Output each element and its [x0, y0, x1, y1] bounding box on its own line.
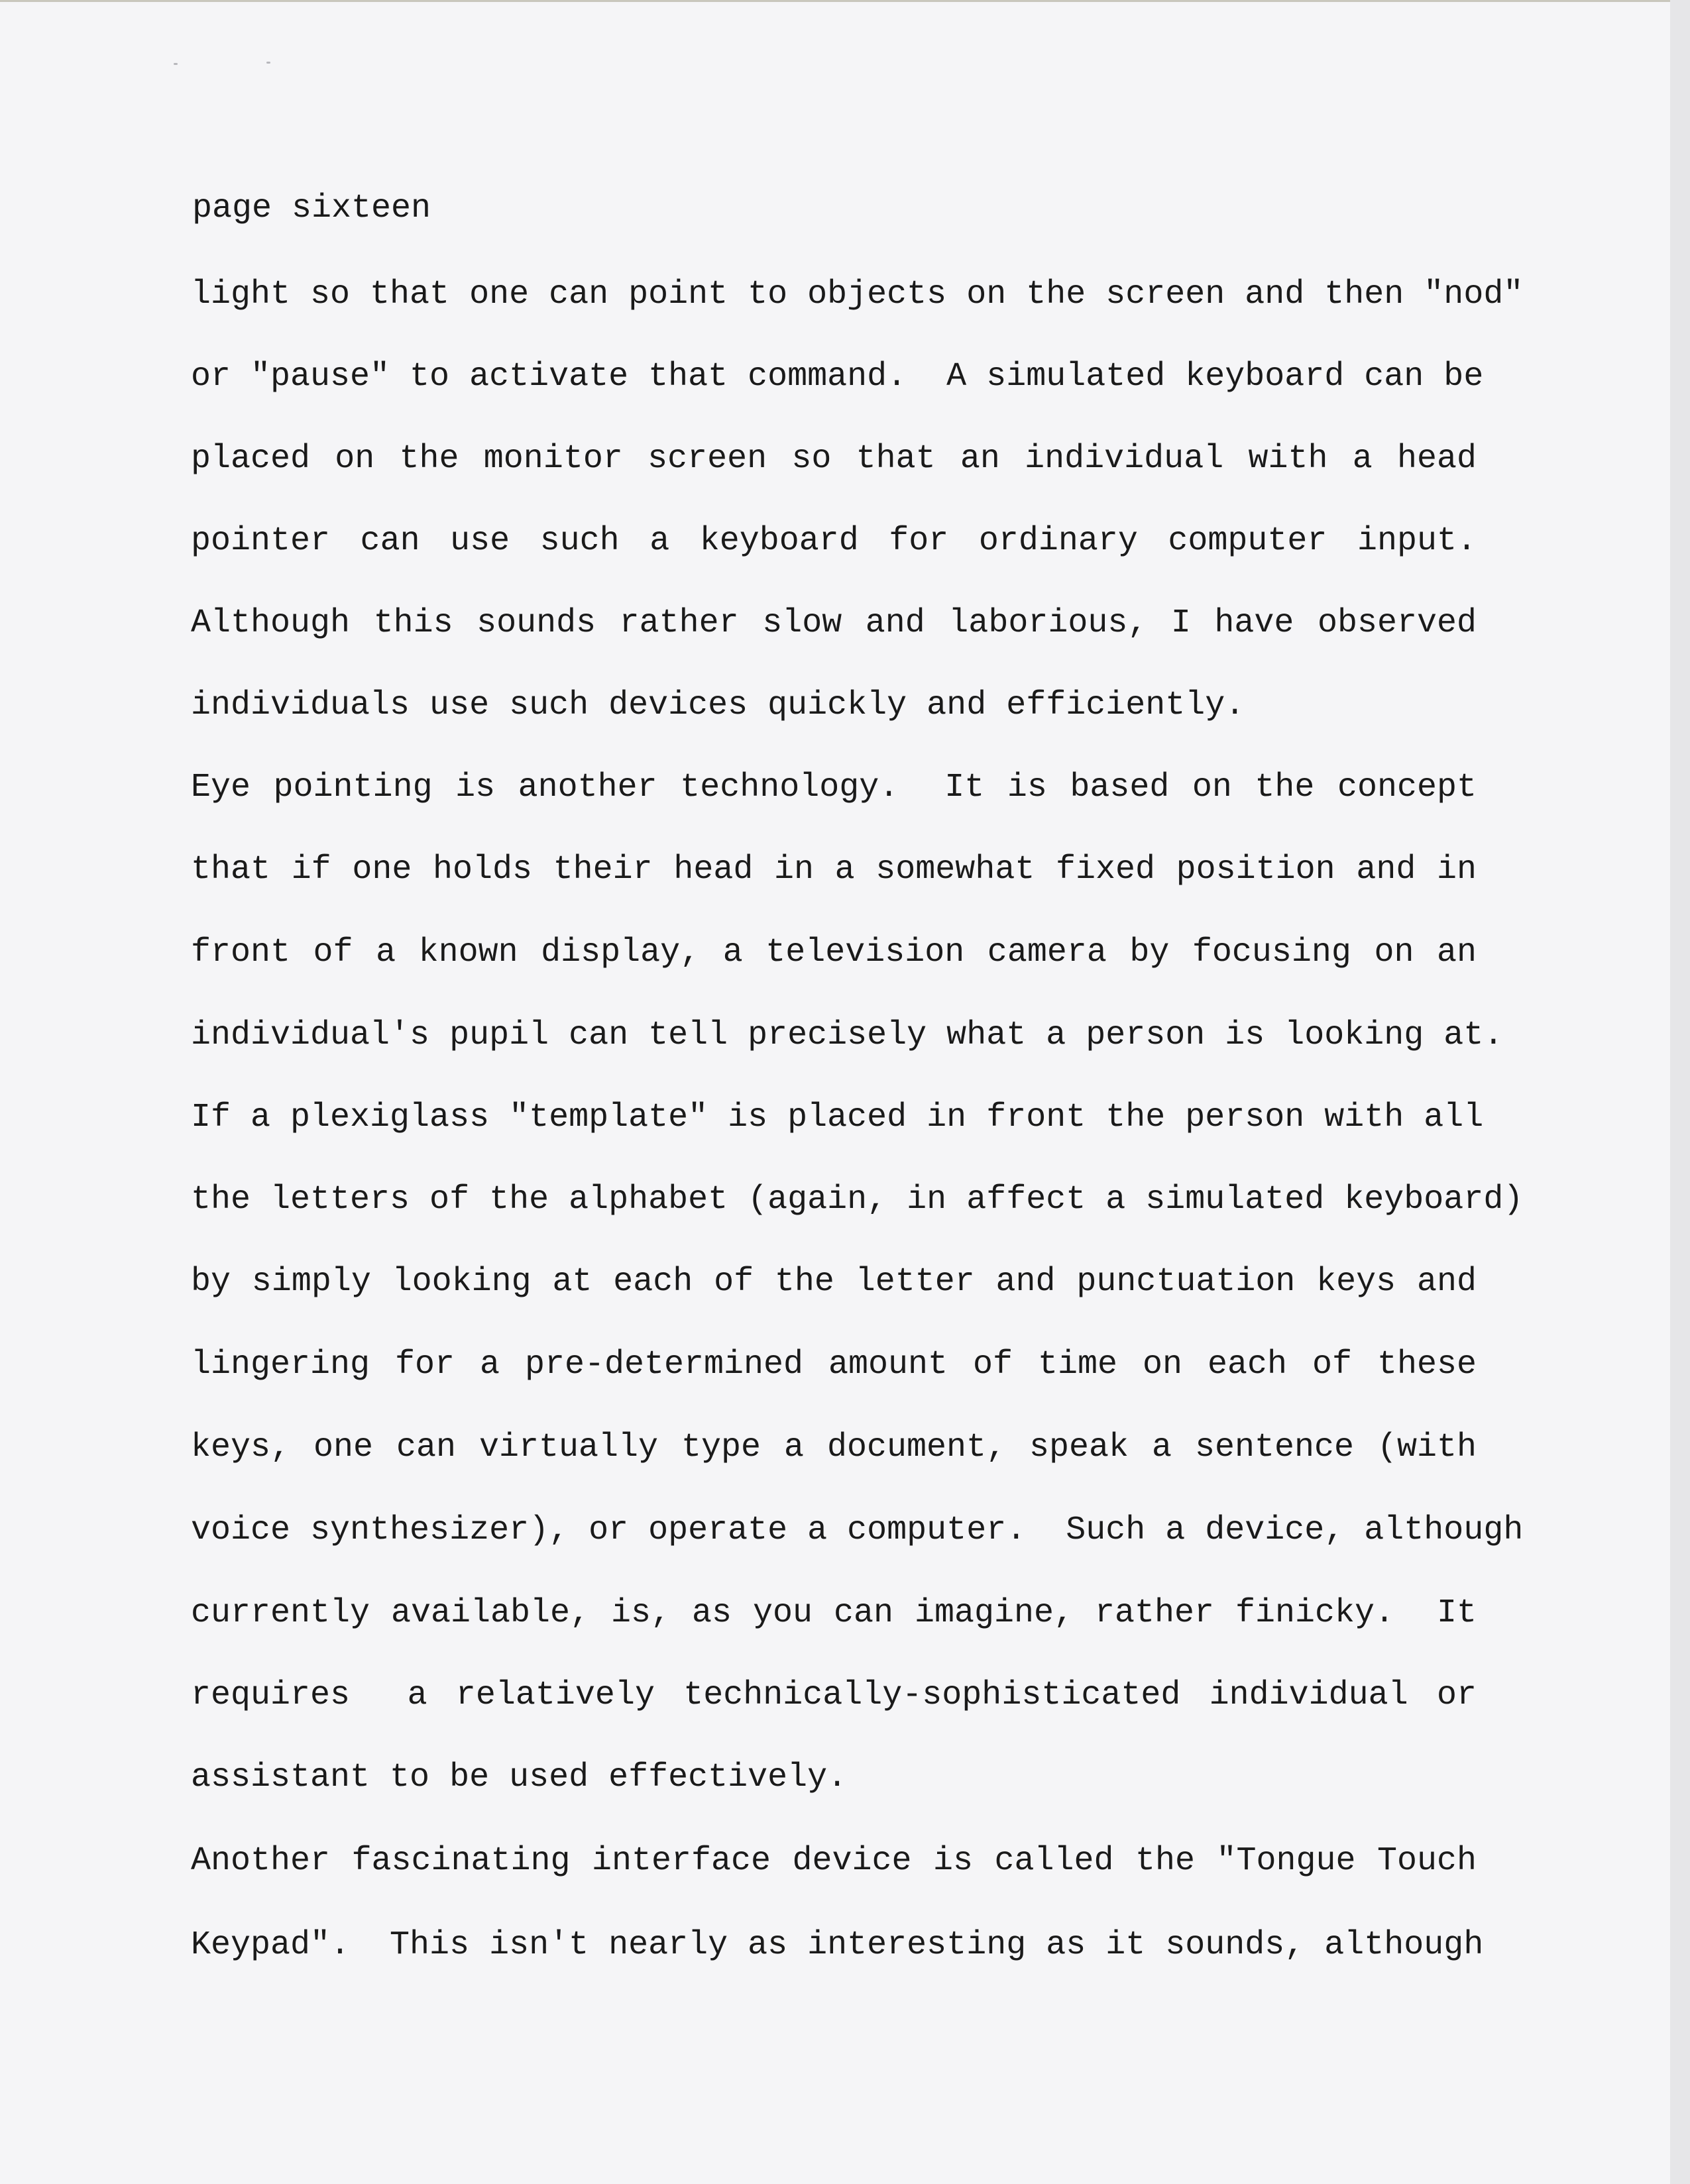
text-line: light so that one can point to objects on the screen and then "nod"	[191, 276, 1524, 313]
text-line: individuals use such devices quickly and efficiently.	[191, 686, 1245, 724]
text-line: or "pause" to activate that command. A simulated keyboard can be	[191, 358, 1484, 396]
text-line: If a plexiglass "template" is placed in front the person with all	[191, 1099, 1484, 1136]
text-line: voice synthesizer), or operate a computer. Such a device, although	[191, 1511, 1524, 1549]
text-line: Another fascinating interface device is called the "Tongue Touch	[191, 1842, 1477, 1880]
text-line: requires a relatively technically-sophisticated individual or	[191, 1676, 1477, 1714]
scan-speck	[266, 62, 270, 64]
text-line: Eye pointing is another technology. It is based on the concept	[191, 769, 1477, 806]
text-line: lingering for a pre-determined amount of time on each of these	[191, 1346, 1477, 1384]
text-line: placed on the monitor screen so that an individual with a head	[191, 440, 1477, 478]
text-line: Keypad". This isn't nearly as interesting as it sounds, although	[191, 1926, 1484, 1964]
scan-speck	[174, 63, 178, 65]
text-line: individual's pupil can tell precisely what a person is looking at.	[191, 1016, 1504, 1054]
text-line: the letters of the alphabet (again, in affect a simulated keyboard)	[191, 1181, 1524, 1219]
text-line: pointer can use such a keyboard for ordinary computer input.	[191, 522, 1477, 560]
text-line: assistant to be used effectively.	[191, 1759, 848, 1796]
scan-edge	[1670, 0, 1690, 2184]
page-header: page sixteen	[192, 190, 431, 227]
text-line: keys, one can virtually type a document, speak a sentence (with	[191, 1429, 1477, 1466]
text-line: by simply looking at each of the letter and punctuation keys and	[191, 1263, 1477, 1301]
text-line: front of a known display, a television camera by focusing on an	[191, 934, 1477, 971]
text-line: that if one holds their head in a somewhat fixed position and in	[191, 851, 1477, 889]
text-line: currently available, is, as you can imagine, rather finicky. It	[191, 1594, 1477, 1632]
text-line: Although this sounds rather slow and laborious, I have observed	[191, 604, 1477, 642]
